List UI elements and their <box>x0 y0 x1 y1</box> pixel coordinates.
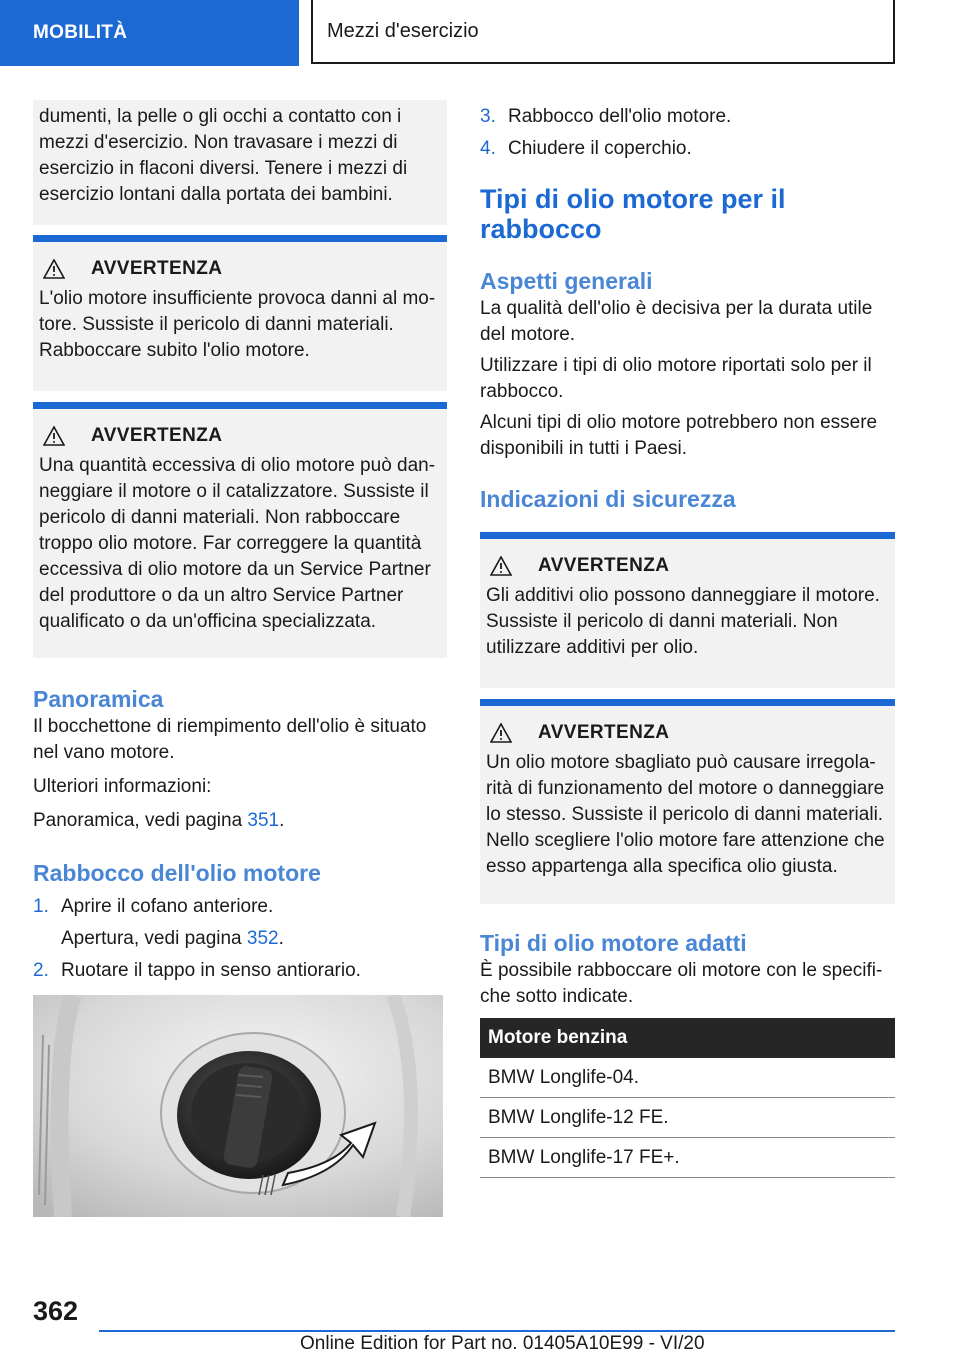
header-section-tab <box>0 0 299 66</box>
table-cell: BMW Longlife-04. <box>480 1058 895 1098</box>
sicurezza-heading: Indicazioni di sicurezza <box>480 486 736 512</box>
warning-text-1: L'olio motore insufficiente provoca danni al motore. Sussiste il pericolo di danni materiali. Rabboccare subito l'olio motore. <box>39 288 436 361</box>
oil-cap-photo <box>33 995 443 1217</box>
step-1: 1. Aprire il cofano anteriore. <box>33 896 274 917</box>
intro-box <box>33 100 447 225</box>
adatti-text: È possibile rabboccare oli motore con le specifiche sotto indicate. <box>480 960 883 1007</box>
adatti-heading: Tipi di olio motore adatti <box>480 930 747 956</box>
warning-text-3: Gli additivi olio possono danneggiare il motore. Sussiste il pericolo di danni materiali. Non utilizzare additivi per olio. <box>486 585 880 658</box>
page-number: 362 <box>33 1296 79 1326</box>
page-link-352[interactable]: 352 <box>246 928 279 949</box>
warning-triangle-icon <box>39 426 91 446</box>
warning-title-2: AVVERTENZA <box>39 425 439 447</box>
main-heading: Tipi di olio motore per il rabbocco <box>480 184 786 244</box>
warning-box-4 <box>480 699 895 904</box>
warning-text-2: Una quantità eccessiva di olio motore può danneggiare il motore o il catalizzatore. Sussiste il pericolo di danni materiali. Non rabboccare troppo olio motore. Far correggere la quantità eccessiva di olio motore da un Service Partner del produttore o da un altro Service Partner qualificato o da un'officina specializzata. <box>39 455 436 632</box>
footer-divider <box>99 1330 895 1332</box>
warning-title-3: AVVERTENZA <box>486 555 887 577</box>
panoramica-text-3: Panoramica, vedi pagina 351. <box>33 810 285 831</box>
table-cell: BMW Longlife-17 FE+. <box>480 1138 895 1178</box>
intro-text: dumenti, la pelle o gli occhi a contatto con i mezzi d'esercizio. Non travasare i mezzi di esercizio in flaconi diversi. Tenere i mezzi di esercizio lontani dalla portata dei bambini. <box>39 106 408 205</box>
warning-triangle-icon <box>486 723 538 743</box>
table-row <box>480 1098 895 1138</box>
oil-spec-table <box>480 1018 895 1178</box>
step-1-subtext: Apertura, vedi pagina 352. <box>61 928 284 949</box>
warning-box-2 <box>33 402 447 658</box>
page-link-351[interactable]: 351 <box>247 810 280 831</box>
rabbocco-heading: Rabbocco dell'olio motore <box>33 860 321 886</box>
step-4: 4. Chiudere il coperchio. <box>480 138 692 159</box>
right-column <box>480 104 895 1178</box>
table-header: Motore benzina <box>480 1018 895 1058</box>
header-chapter-box <box>311 0 895 64</box>
header-section-label: MOBILITÀ <box>33 22 128 43</box>
table-row <box>480 1058 895 1098</box>
panoramica-text-1: Il bocchettone di riempimento dell'olio è situato nel vano motore. <box>33 716 427 763</box>
aspetti-heading: Aspetti generali <box>480 268 653 294</box>
aspetti-text-1: La qualità dell'olio è decisiva per la durata utile del motore. <box>480 298 873 345</box>
step-2: 2. Ruotare il tappo in senso antiorario. <box>33 960 361 981</box>
table-cell: BMW Longlife-12 FE. <box>480 1098 895 1138</box>
warning-triangle-icon <box>486 556 538 576</box>
warning-box-1 <box>33 235 447 391</box>
warning-text-4: Un olio motore sbagliato può causare irregolarità di funzionamento del motore o danneggiare lo stesso. Sussiste il pericolo di danni materiali. Nello scegliere l'olio motore fare attenzione che esso appartenga alla specifica olio giusta. <box>486 752 885 877</box>
warning-triangle-icon <box>39 259 91 279</box>
left-column <box>33 100 447 984</box>
panoramica-text-2: Ulteriori informazioni: <box>33 776 212 797</box>
warning-title-4: AVVERTENZA <box>486 722 887 744</box>
aspetti-text-2: Utilizzare i tipi di olio motore riportati solo per il rabbocco. <box>480 355 872 402</box>
warning-title-1: AVVERTENZA <box>39 258 439 280</box>
aspetti-text-3: Alcuni tipi di olio motore potrebbero non essere disponibili in tutti i Paesi. <box>480 412 878 459</box>
table-row <box>480 1138 895 1178</box>
step-3: 3. Rabbocco dell'olio motore. <box>480 106 732 127</box>
warning-box-3 <box>480 532 895 688</box>
panoramica-heading: Panoramica <box>33 686 164 712</box>
header-chapter-label: Mezzi d'esercizio <box>327 19 479 42</box>
footer-edition: Online Edition for Part no. 01405A10E99 - VI/20 <box>300 1333 705 1354</box>
